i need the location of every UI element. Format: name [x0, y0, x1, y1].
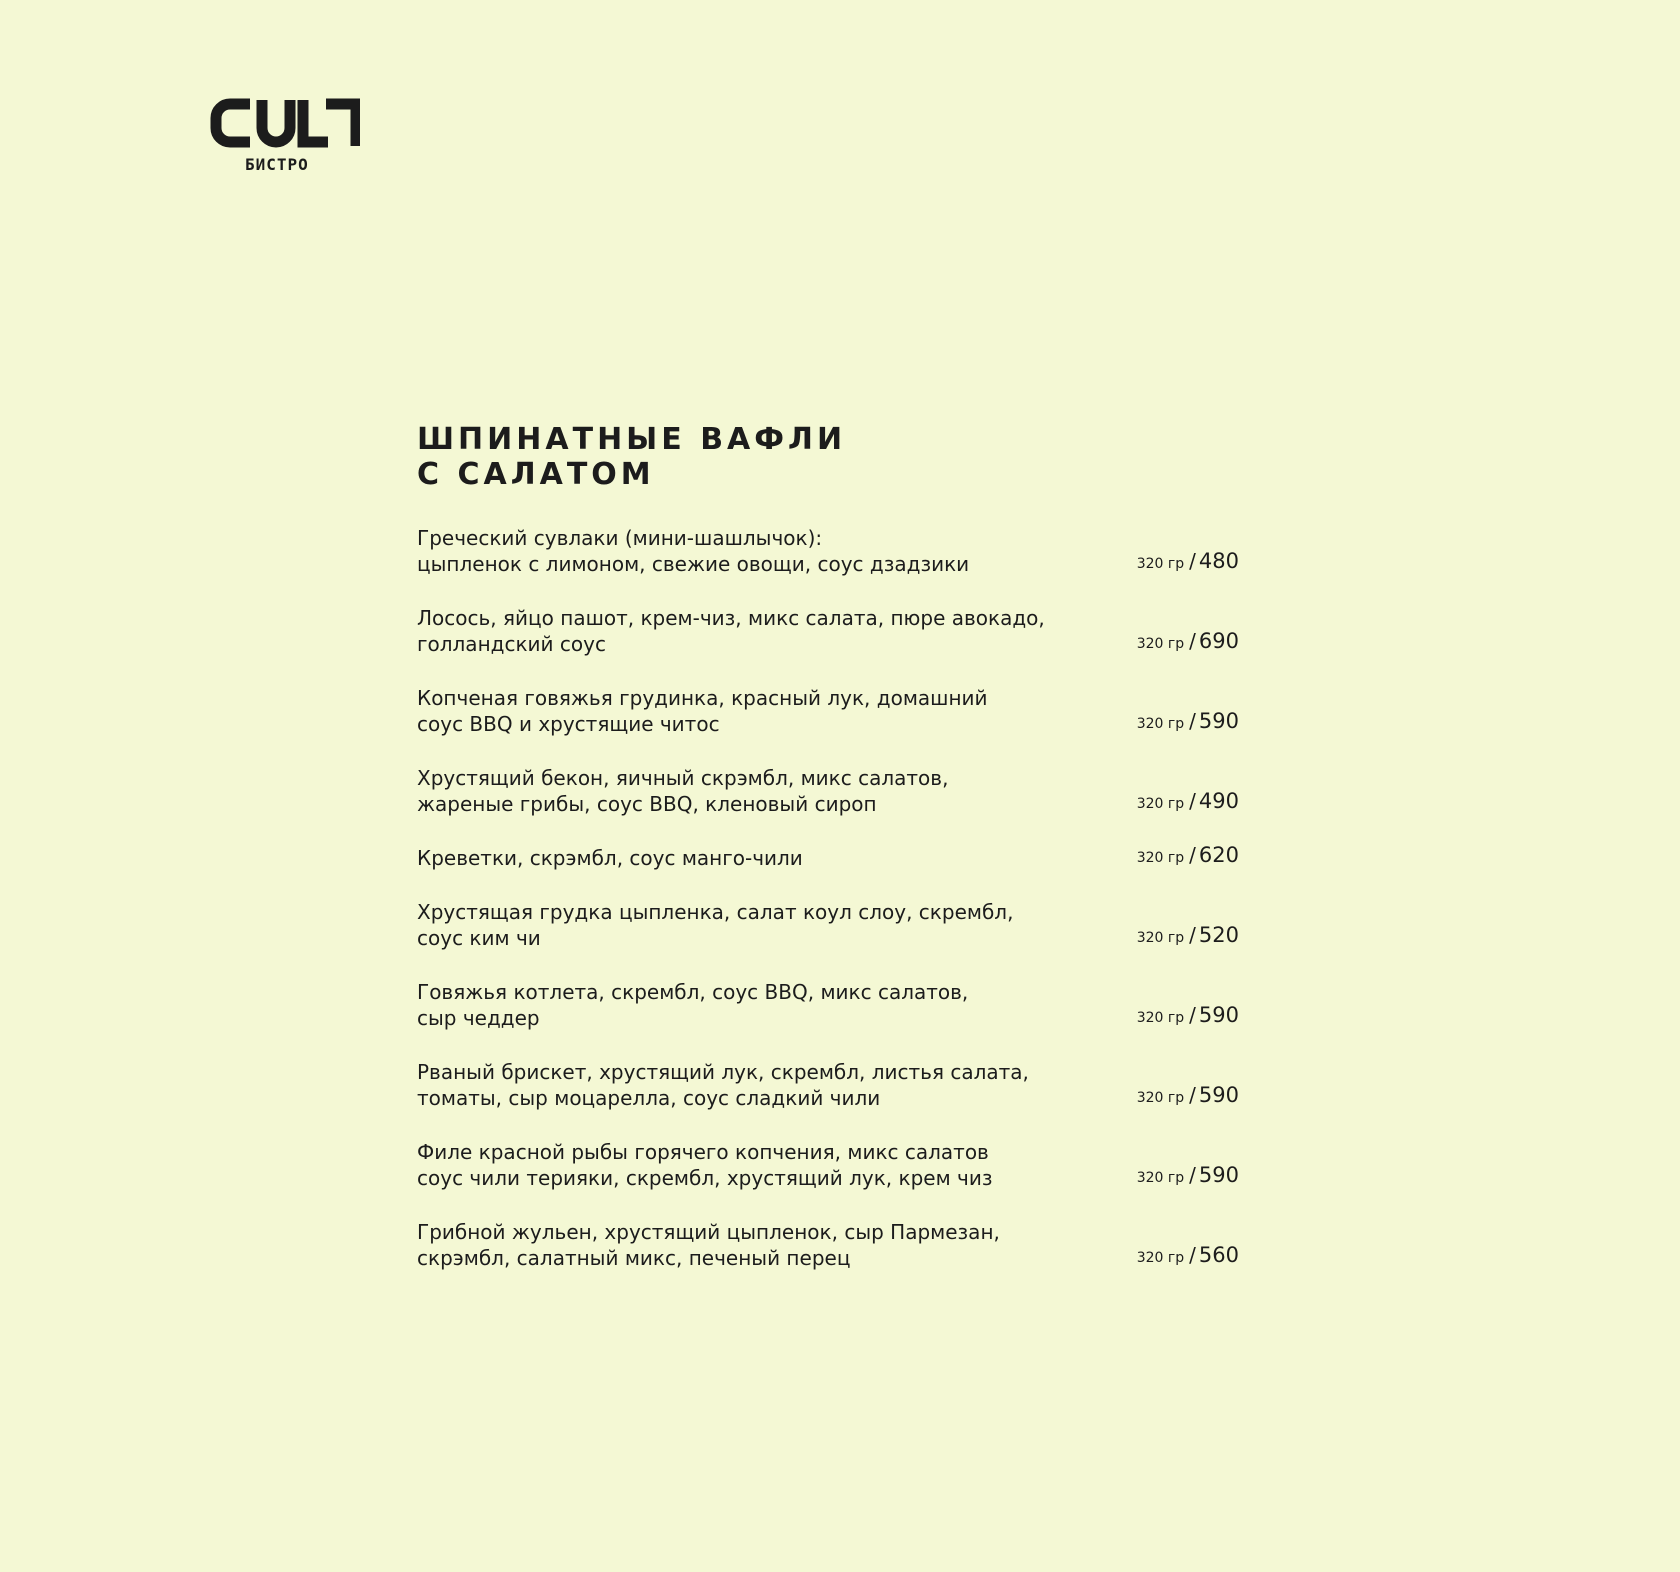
menu-item [417, 1059, 1239, 1111]
price-box [1137, 1162, 1239, 1191]
item-weight: 320 гр [1136, 636, 1185, 652]
price-box [1137, 842, 1239, 871]
menu-item [417, 979, 1239, 1031]
item-description-line2: соус чили терияки, скрембл, хрустящий лук, крем чиз [417, 1166, 993, 1190]
item-description-line1: Хрустящая грудка цыпленка, салат коул слоу, скрембл, [417, 900, 1014, 924]
item-description-line2: томаты, сыр моцарелла, соус сладкий чили [417, 1086, 881, 1110]
price-box [1137, 922, 1239, 951]
menu-item [417, 685, 1239, 737]
menu-item [417, 525, 1239, 577]
price-separator: / [1189, 1083, 1196, 1107]
item-description-line1: Филе красной рыбы горячего копчения, микс салатов [417, 1140, 989, 1164]
brand-logo [210, 98, 360, 178]
menu-item [417, 605, 1239, 657]
item-price: 690 [1198, 629, 1239, 653]
menu-items [417, 525, 1239, 1271]
item-description-line1: Греческий сувлаки (мини-шашлычок): [417, 526, 823, 550]
menu-item [417, 1139, 1239, 1191]
section-title-line1: ШПИНАТНЫЕ ВАФЛИ [417, 422, 847, 457]
item-price: 590 [1198, 709, 1239, 733]
menu-item [417, 845, 1239, 871]
price-separator: / [1189, 923, 1196, 947]
price-separator: / [1189, 1003, 1196, 1027]
price-separator: / [1189, 549, 1196, 573]
item-description-line1: Лосось, яйцо пашот, крем-чиз, микс салата, пюре авокадо, [417, 606, 1045, 630]
price-box [1137, 1082, 1239, 1111]
price-separator: / [1189, 1163, 1196, 1187]
item-description-line2: соус BBQ и хрустящие читос [417, 712, 720, 736]
section-title [417, 422, 1239, 492]
menu-item [417, 1219, 1239, 1271]
item-weight: 320 гр [1136, 556, 1185, 572]
item-weight: 320 гр [1136, 930, 1185, 946]
cult-logo-icon [210, 98, 360, 150]
price-separator: / [1189, 789, 1196, 813]
item-description-line1: Грибной жульен, хрустящий цыпленок, сыр Пармезан, [417, 1220, 1000, 1244]
item-description-line1: Говяжья котлета, скрембл, соус BBQ, микс салатов, [417, 980, 969, 1004]
price-box [1137, 788, 1239, 817]
item-description-line2: сыр чеддер [417, 1006, 540, 1030]
price-box [1137, 548, 1239, 577]
item-weight: 320 гр [1136, 796, 1185, 812]
item-price: 590 [1198, 1163, 1239, 1187]
item-weight: 320 гр [1136, 716, 1185, 732]
item-description-line2: жареные грибы, соус BBQ, кленовый сироп [417, 792, 877, 816]
item-weight: 320 гр [1136, 1170, 1185, 1186]
menu-section [417, 422, 1239, 1299]
menu-item [417, 765, 1239, 817]
item-price: 590 [1198, 1083, 1239, 1107]
item-weight: 320 гр [1136, 1090, 1185, 1106]
item-description-line1: Рваный брискет, хрустящий лук, скрембл, листья салата, [417, 1060, 1029, 1084]
item-price: 480 [1198, 549, 1239, 573]
item-price: 590 [1198, 1003, 1239, 1027]
item-weight: 320 гр [1136, 850, 1185, 866]
price-box [1137, 1002, 1239, 1031]
item-description-line2: скрэмбл, салатный микс, печеный перец [417, 1246, 851, 1270]
menu-item [417, 899, 1239, 951]
item-weight: 320 гр [1136, 1010, 1185, 1026]
price-separator: / [1189, 629, 1196, 653]
section-title-line2: С САЛАТОМ [417, 457, 655, 492]
logo-subtitle: БИСТРО [245, 155, 309, 174]
item-weight: 320 гр [1136, 1250, 1185, 1266]
item-description-line1: Креветки, скрэмбл, соус манго-чили [417, 846, 803, 870]
price-box [1137, 1242, 1239, 1271]
item-description-line2: соус ким чи [417, 926, 541, 950]
price-separator: / [1189, 1243, 1196, 1267]
item-description-line2: голландский соус [417, 632, 606, 656]
item-price: 490 [1198, 789, 1239, 813]
item-description-line1: Хрустящий бекон, яичный скрэмбл, микс салатов, [417, 766, 949, 790]
price-box [1137, 628, 1239, 657]
price-box [1137, 708, 1239, 737]
price-separator: / [1189, 709, 1196, 733]
item-price: 520 [1198, 923, 1239, 947]
price-separator: / [1189, 843, 1196, 867]
item-price: 620 [1198, 843, 1239, 867]
item-description-line1: Копченая говяжья грудинка, красный лук, домашний [417, 686, 988, 710]
item-price: 560 [1198, 1243, 1239, 1267]
item-description-line2: цыпленок с лимоном, свежие овощи, соус дзадзики [417, 552, 970, 576]
